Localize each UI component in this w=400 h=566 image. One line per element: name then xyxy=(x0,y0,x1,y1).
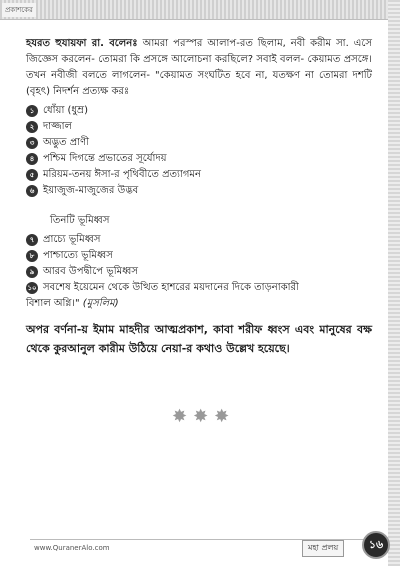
list-item xyxy=(26,135,372,151)
narrator-lead: হযরত হুযায়ফা রা. বলেনঃ xyxy=(26,38,138,49)
number-badge: ১০ xyxy=(27,284,37,292)
number-badge: ৪ xyxy=(26,153,38,165)
page-number: ১৬ xyxy=(362,531,390,559)
list-item-text: পাশ্চাত্যে ভূমিধ্বস xyxy=(43,250,113,261)
list-item xyxy=(26,151,372,167)
number-badge: ২ xyxy=(26,121,38,133)
list-item xyxy=(26,167,372,183)
footer-book-title: মহা প্রলয় xyxy=(302,540,344,557)
list-item xyxy=(26,183,372,199)
star-ornament: ✸✸✸ xyxy=(172,406,236,427)
section-title: প্রকাশকের xyxy=(2,3,36,17)
number-badge: ৬ xyxy=(26,185,38,197)
page-edge-strip xyxy=(388,0,400,566)
number-badge: ৮ xyxy=(26,250,38,262)
list-item-text: সবশেষ ইয়েমেন থেকে উত্থিত হাশরের ময়দানের দিকে তাড়নাকারী xyxy=(43,282,299,293)
list-continuation xyxy=(26,296,372,312)
header-bar xyxy=(0,0,400,20)
list-item xyxy=(26,248,372,264)
list-item-text: পশ্চিম দিগন্তে প্রভাতের সূর্যোদয় xyxy=(43,153,167,164)
list-item xyxy=(26,119,372,135)
source-citation: (মুসলিম) xyxy=(82,298,119,309)
number-badge: ১ xyxy=(26,105,38,117)
narration-text: আমরা পরস্পর আলাপ-রত ছিলাম, নবী করীম সা. এসে জিজ্ঞেস করলেন- তোমরা কি প্রসঙ্গে আলোচনা করছিলে? সবাই বলল- কেয়ামত প্রসঙ্গে। তখন নবীজী বলতে লাগলেন- "কেয়ামত সংঘটিত হবে না, যতক্ষণ না তোমরা দশটি (বৃহৎ) নিদর্শন প্রত্যক্ষ করঃ xyxy=(26,38,372,97)
list-item xyxy=(26,103,372,119)
list-item xyxy=(26,264,372,280)
list-item-text: দাজ্জাল xyxy=(43,121,72,132)
main-content xyxy=(26,36,372,312)
footer-url: www.QuranerAlo.com xyxy=(34,544,110,552)
list-item-text: ধোঁয়া (ধুম্র) xyxy=(43,105,89,116)
list-item-text: আরব উপদ্বীপে ভূমিধ্বস xyxy=(43,266,138,277)
landslides-list xyxy=(26,232,372,296)
list-item-text: অদ্ভুত প্রাণী xyxy=(43,137,89,148)
number-badge: ৫ xyxy=(26,169,38,181)
number-badge: ৩ xyxy=(26,137,38,149)
signs-list xyxy=(26,103,372,199)
continuation-text: বিশাল অগ্নি।" xyxy=(26,298,80,309)
list-item-text: ইয়াজুজ-মাজুজের উদ্ভব xyxy=(43,185,139,196)
narration-paragraph xyxy=(26,36,372,100)
landslides-heading: তিনটি ভূমিধ্বস xyxy=(50,215,110,226)
list-item-text: প্রাচ্যে ভূমিধ্বস xyxy=(43,234,101,245)
list-item xyxy=(26,232,372,248)
closing-paragraph: অপর বর্ণনা-য় ইমাম মাহদীর আত্মপ্রকাশ, কাবা শরীফ ধ্বংস এবং মানুষের বক্ষ থেকে কুরআনুল কারীম উঠিয়ে নেয়া-র কথাও উল্লেখ হয়েছে। xyxy=(26,323,372,355)
list-item-text: মরিয়ম-তনয় ঈসা-র পৃথিবীতে প্রত্যাগমন xyxy=(43,169,201,180)
number-badge: ৯ xyxy=(26,266,38,278)
list-item xyxy=(26,280,372,296)
number-badge: ৭ xyxy=(26,234,38,246)
